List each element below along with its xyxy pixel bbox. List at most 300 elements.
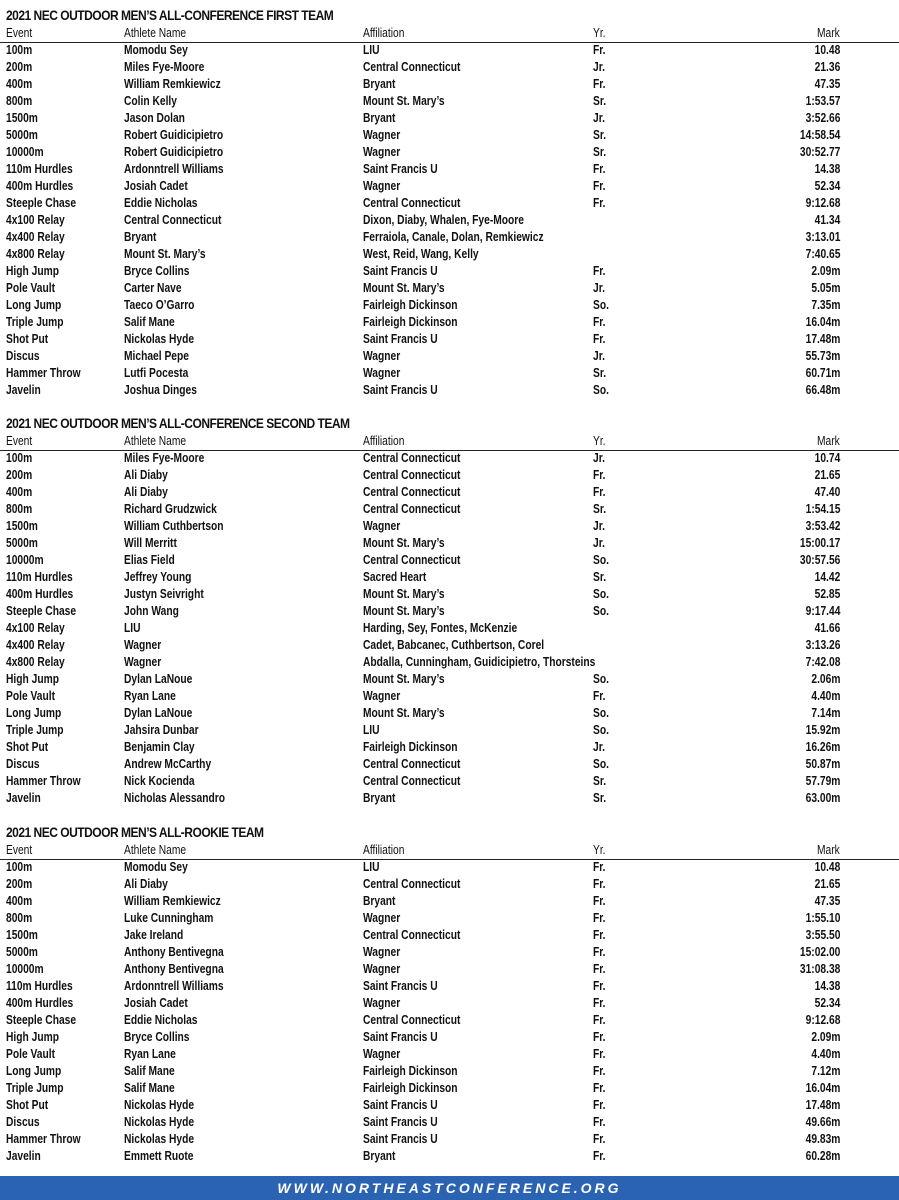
affiliation-cell: Central Connecticut <box>363 60 461 74</box>
event-cell: 400m Hurdles <box>6 996 74 1010</box>
athlete-name-cell: Elias Field <box>124 553 175 567</box>
table-row <box>0 1046 899 1063</box>
year-cell: Fr. <box>593 928 606 942</box>
event-cell: 4x400 Relay <box>6 638 65 652</box>
affiliation-cell: LIU <box>363 860 380 874</box>
column-header-athlete-name: Athlete Name <box>124 843 187 857</box>
table-row <box>0 110 899 127</box>
event-cell: 5000m <box>6 945 38 959</box>
athlete-name-cell: Jahsira Dunbar <box>124 723 199 737</box>
table-row <box>0 1097 899 1114</box>
table-row <box>0 161 899 178</box>
table-row <box>0 314 899 331</box>
event-cell: Shot Put <box>6 1098 49 1112</box>
event-cell: High Jump <box>6 1030 59 1044</box>
athlete-name-cell: Ryan Lane <box>124 689 176 703</box>
mark-cell: 30:52.77 <box>799 145 840 159</box>
affiliation-cell: Mount St. Mary’s <box>363 706 445 720</box>
mark-cell: 41.34 <box>814 213 840 227</box>
mark-cell: 14.42 <box>814 570 840 584</box>
year-cell: So. <box>593 723 609 737</box>
table-row <box>0 297 899 314</box>
event-cell: 1500m <box>6 111 38 125</box>
event-cell: 400m <box>6 77 33 91</box>
affiliation-cell: Bryant <box>363 111 396 125</box>
athlete-name-cell: Robert Guidicipietro <box>124 145 224 159</box>
year-cell: So. <box>593 553 609 567</box>
affiliation-cell: Mount St. Mary’s <box>363 536 445 550</box>
year-cell: Sr. <box>593 502 607 516</box>
table-row <box>0 450 899 467</box>
mark-cell: 10.48 <box>814 43 840 57</box>
year-cell: So. <box>593 672 609 686</box>
table-row <box>0 382 899 399</box>
mark-cell: 4.40m <box>810 689 840 703</box>
mark-cell: 49.83m <box>805 1132 840 1146</box>
event-cell: Hammer Throw <box>6 366 81 380</box>
mark-cell: 16.04m <box>805 315 840 329</box>
mark-cell: 2.09m <box>810 1030 840 1044</box>
year-cell: Fr. <box>593 43 606 57</box>
affiliation-cell: Central Connecticut <box>363 196 461 210</box>
footer-banner <box>0 1176 899 1200</box>
affiliation-cell: Wagner <box>363 128 401 142</box>
athlete-name-cell: Eddie Nicholas <box>124 1013 198 1027</box>
athlete-name-cell: John Wang <box>124 604 179 618</box>
mark-cell: 63.00m <box>805 791 840 805</box>
athlete-name-cell: Salif Mane <box>124 1081 175 1095</box>
affiliation-cell: Central Connecticut <box>363 485 461 499</box>
year-cell: So. <box>593 706 609 720</box>
event-cell: Long Jump <box>6 706 62 720</box>
year-cell: Sr. <box>593 94 607 108</box>
athlete-name-cell: Dylan LaNoue <box>124 672 193 686</box>
column-header-row <box>0 433 899 451</box>
year-cell: Fr. <box>593 1098 606 1112</box>
affiliation-cell: Bryant <box>363 894 396 908</box>
event-cell: 4x400 Relay <box>6 230 65 244</box>
table-row <box>0 365 899 382</box>
table-row <box>0 603 899 620</box>
affiliation-cell: Wagner <box>363 945 401 959</box>
table-row <box>0 484 899 501</box>
year-cell: Sr. <box>593 774 607 788</box>
mark-cell: 15:02.00 <box>799 945 840 959</box>
athlete-name-cell: Nickolas Hyde <box>124 1115 195 1129</box>
athlete-name-cell: Nick Kocienda <box>124 774 195 788</box>
year-cell: Jr. <box>593 451 605 465</box>
event-cell: Long Jump <box>6 1064 62 1078</box>
year-cell: Fr. <box>593 1030 606 1044</box>
event-cell: High Jump <box>6 672 59 686</box>
table-row <box>0 195 899 212</box>
athlete-name-cell: Ryan Lane <box>124 1047 176 1061</box>
year-cell: Fr. <box>593 1081 606 1095</box>
table-row <box>0 1114 899 1131</box>
table-row <box>0 978 899 995</box>
mark-cell: 2.09m <box>810 264 840 278</box>
affiliation-cell: Cadet, Babcanec, Cuthbertson, Corel <box>363 638 545 652</box>
mark-cell: 60.71m <box>805 366 840 380</box>
column-header-athlete-name: Athlete Name <box>124 26 187 40</box>
event-cell: Discus <box>6 757 40 771</box>
footer-url[interactable]: WWW.NORTHEASTCONFERENCE.ORG <box>277 1180 622 1196</box>
table-row <box>0 859 899 876</box>
event-cell: 10000m <box>6 145 44 159</box>
event-cell: 400m <box>6 485 33 499</box>
event-cell: 100m <box>6 451 33 465</box>
year-cell: Fr. <box>593 77 606 91</box>
year-cell: Fr. <box>593 1047 606 1061</box>
athlete-name-cell: Ardonntrell Williams <box>124 162 224 176</box>
year-cell: Sr. <box>593 570 607 584</box>
athlete-name-cell: Ali Diaby <box>124 877 168 891</box>
mark-cell: 7.12m <box>810 1064 840 1078</box>
mark-cell: 52.34 <box>814 996 840 1010</box>
affiliation-cell: LIU <box>363 723 380 737</box>
athlete-name-cell: Miles Fye-Moore <box>124 60 205 74</box>
event-cell: Shot Put <box>6 332 49 346</box>
mark-cell: 10.74 <box>814 451 840 465</box>
year-cell: Sr. <box>593 791 607 805</box>
athlete-name-cell: Anthony Bentivegna <box>124 945 224 959</box>
year-cell: Fr. <box>593 162 606 176</box>
mark-cell: 1:54.15 <box>805 502 840 516</box>
affiliation-cell: LIU <box>363 43 380 57</box>
year-cell: Fr. <box>593 196 606 210</box>
table-row <box>0 910 899 927</box>
athlete-name-cell: Richard Grudzwick <box>124 502 217 516</box>
athlete-name-cell: Colin Kelly <box>124 94 177 108</box>
table-row <box>0 961 899 978</box>
affiliation-cell: Wagner <box>363 179 401 193</box>
athlete-name-cell: Bryce Collins <box>124 1030 190 1044</box>
athlete-name-cell: Ardonntrell Williams <box>124 979 224 993</box>
affiliation-cell: Central Connecticut <box>363 468 461 482</box>
athlete-name-cell: Michael Pepe <box>124 349 189 363</box>
affiliation-cell: Central Connecticut <box>363 451 461 465</box>
affiliation-cell: Bryant <box>363 791 396 805</box>
table-row <box>0 246 899 263</box>
table-row <box>0 263 899 280</box>
event-cell: 100m <box>6 43 33 57</box>
event-cell: 4x800 Relay <box>6 247 65 261</box>
athlete-name-cell: Robert Guidicipietro <box>124 128 224 142</box>
event-cell: Pole Vault <box>6 281 55 295</box>
affiliation-cell: Central Connecticut <box>363 502 461 516</box>
year-cell: Fr. <box>593 945 606 959</box>
year-cell: Fr. <box>593 264 606 278</box>
table-row <box>0 876 899 893</box>
event-cell: 4x100 Relay <box>6 213 65 227</box>
affiliation-cell: Central Connecticut <box>363 877 461 891</box>
table-row <box>0 927 899 944</box>
column-header-row <box>0 842 899 860</box>
table-row <box>0 518 899 535</box>
year-cell: Fr. <box>593 1132 606 1146</box>
mark-cell: 49.66m <box>805 1115 840 1129</box>
athlete-name-cell: Momodu Sey <box>124 43 188 57</box>
athlete-name-cell: Wagner <box>124 638 162 652</box>
year-cell: Sr. <box>593 128 607 142</box>
column-header-event: Event <box>6 843 33 857</box>
affiliation-cell: Mount St. Mary’s <box>363 672 445 686</box>
affiliation-cell: Saint Francis U <box>363 383 438 397</box>
affiliation-cell: Central Connecticut <box>363 928 461 942</box>
event-cell: 200m <box>6 60 33 74</box>
athlete-name-cell: Josiah Cadet <box>124 179 188 193</box>
column-header-event: Event <box>6 434 33 448</box>
event-cell: 10000m <box>6 553 44 567</box>
year-cell: Fr. <box>593 860 606 874</box>
event-cell: Steeple Chase <box>6 1013 77 1027</box>
mark-cell: 14:58.54 <box>799 128 840 142</box>
mark-cell: 55.73m <box>805 349 840 363</box>
affiliation-cell: Saint Francis U <box>363 979 438 993</box>
table-row <box>0 59 899 76</box>
affiliation-cell: Wagner <box>363 911 401 925</box>
mark-cell: 52.34 <box>814 179 840 193</box>
affiliation-cell: Saint Francis U <box>363 1098 438 1112</box>
mark-cell: 14.38 <box>814 979 840 993</box>
table-row <box>0 535 899 552</box>
mark-cell: 7:40.65 <box>805 247 840 261</box>
year-cell: Fr. <box>593 979 606 993</box>
athlete-name-cell: Wagner <box>124 655 162 669</box>
athlete-name-cell: Salif Mane <box>124 315 175 329</box>
year-cell: So. <box>593 587 609 601</box>
column-header-year: Yr. <box>593 843 606 857</box>
affiliation-cell: Wagner <box>363 519 401 533</box>
event-cell: Hammer Throw <box>6 1132 81 1146</box>
table-row <box>0 501 899 518</box>
mark-cell: 7.14m <box>810 706 840 720</box>
year-cell: Jr. <box>593 349 605 363</box>
affiliation-cell: Saint Francis U <box>363 332 438 346</box>
athlete-name-cell: Nicholas Alessandro <box>124 791 226 805</box>
affiliation-cell: Mount St. Mary’s <box>363 587 445 601</box>
year-cell: Jr. <box>593 740 605 754</box>
table-row <box>0 620 899 637</box>
athlete-name-cell: Andrew McCarthy <box>124 757 212 771</box>
event-cell: Hammer Throw <box>6 774 81 788</box>
affiliation-cell: Fairleigh Dickinson <box>363 1064 458 1078</box>
athlete-name-cell: Anthony Bentivegna <box>124 962 224 976</box>
year-cell: Fr. <box>593 996 606 1010</box>
mark-cell: 1:53.57 <box>805 94 840 108</box>
affiliation-cell: Mount St. Mary’s <box>363 94 445 108</box>
event-cell: 200m <box>6 877 33 891</box>
athlete-name-cell: Eddie Nicholas <box>124 196 198 210</box>
affiliation-cell: Central Connecticut <box>363 1013 461 1027</box>
mark-cell: 9:12.68 <box>805 196 840 210</box>
event-cell: 4x800 Relay <box>6 655 65 669</box>
mark-cell: 3:53.42 <box>805 519 840 533</box>
athlete-name-cell: Dylan LaNoue <box>124 706 193 720</box>
mark-cell: 5.05m <box>810 281 840 295</box>
mark-cell: 16.04m <box>805 1081 840 1095</box>
athlete-name-cell: Salif Mane <box>124 1064 175 1078</box>
table-row <box>0 212 899 229</box>
year-cell: Jr. <box>593 281 605 295</box>
column-header-mark: Mark <box>817 434 840 448</box>
affiliation-cell: Bryant <box>363 1149 396 1163</box>
mark-cell: 17.48m <box>805 1098 840 1112</box>
mark-cell: 21.65 <box>814 877 840 891</box>
table-row <box>0 739 899 756</box>
table-row <box>0 944 899 961</box>
year-cell: Fr. <box>593 179 606 193</box>
table-row <box>0 586 899 603</box>
mark-cell: 7:42.08 <box>805 655 840 669</box>
table-row <box>0 127 899 144</box>
year-cell: Fr. <box>593 1149 606 1163</box>
year-cell: Fr. <box>593 894 606 908</box>
athlete-name-cell: William Cuthbertson <box>124 519 224 533</box>
section-title: 2021 NEC OUTDOOR MEN’S ALL-ROOKIE TEAM <box>6 824 264 840</box>
affiliation-cell: Saint Francis U <box>363 1030 438 1044</box>
athlete-name-cell: Central Connecticut <box>124 213 222 227</box>
table-row <box>0 773 899 790</box>
athlete-name-cell: Miles Fye-Moore <box>124 451 205 465</box>
event-cell: High Jump <box>6 264 59 278</box>
column-header-mark: Mark <box>817 843 840 857</box>
affiliation-cell: Wagner <box>363 996 401 1010</box>
table-row <box>0 756 899 773</box>
athlete-name-cell: Carter Nave <box>124 281 182 295</box>
athlete-name-cell: Will Merritt <box>124 536 177 550</box>
event-cell: 800m <box>6 94 33 108</box>
affiliation-cell: Fairleigh Dickinson <box>363 740 458 754</box>
event-cell: Shot Put <box>6 740 49 754</box>
mark-cell: 60.28m <box>805 1149 840 1163</box>
affiliation-cell: Sacred Heart <box>363 570 427 584</box>
year-cell: Sr. <box>593 145 607 159</box>
section-title: 2021 NEC OUTDOOR MEN’S ALL-CONFERENCE FIRST TEAM <box>6 7 334 23</box>
table-row <box>0 93 899 110</box>
athlete-name-cell: Justyn Seivright <box>124 587 204 601</box>
affiliation-cell: West, Reid, Wang, Kelly <box>363 247 479 261</box>
athlete-name-cell: Ali Diaby <box>124 468 168 482</box>
table-row <box>0 1012 899 1029</box>
column-header-affiliation: Affiliation <box>363 843 405 857</box>
affiliation-cell: Central Connecticut <box>363 553 461 567</box>
affiliation-cell: Abdalla, Cunningham, Guidicipietro, Thorsteins <box>363 655 596 669</box>
event-cell: Long Jump <box>6 298 62 312</box>
mark-cell: 52.85 <box>814 587 840 601</box>
table-row <box>0 229 899 246</box>
mark-cell: 7.35m <box>810 298 840 312</box>
year-cell: Fr. <box>593 1115 606 1129</box>
year-cell: Fr. <box>593 485 606 499</box>
table-row <box>0 178 899 195</box>
table-row <box>0 688 899 705</box>
event-cell: Discus <box>6 1115 40 1129</box>
athlete-name-cell: William Remkiewicz <box>124 77 221 91</box>
year-cell: Fr. <box>593 689 606 703</box>
mark-cell: 31:08.38 <box>799 962 840 976</box>
table-row <box>0 790 899 807</box>
event-cell: Pole Vault <box>6 1047 55 1061</box>
athlete-name-cell: Jake Ireland <box>124 928 184 942</box>
athlete-name-cell: Josiah Cadet <box>124 996 188 1010</box>
event-cell: 400m Hurdles <box>6 179 74 193</box>
event-cell: 1500m <box>6 928 38 942</box>
affiliation-cell: Fairleigh Dickinson <box>363 298 458 312</box>
affiliation-cell: Wagner <box>363 1047 401 1061</box>
year-cell: So. <box>593 604 609 618</box>
athlete-name-cell: Bryant <box>124 230 157 244</box>
event-cell: Steeple Chase <box>6 196 77 210</box>
event-cell: 200m <box>6 468 33 482</box>
event-cell: 400m <box>6 894 33 908</box>
event-cell: 110m Hurdles <box>6 979 73 993</box>
mark-cell: 14.38 <box>814 162 840 176</box>
year-cell: Fr. <box>593 962 606 976</box>
mark-cell: 16.26m <box>805 740 840 754</box>
athlete-name-cell: Bryce Collins <box>124 264 190 278</box>
column-header-event: Event <box>6 26 33 40</box>
mark-cell: 3:13.01 <box>805 230 840 244</box>
table-row <box>0 893 899 910</box>
athlete-name-cell: Taeco O’Garro <box>124 298 195 312</box>
table-row <box>0 348 899 365</box>
athlete-name-cell: LIU <box>124 621 141 635</box>
event-cell: 800m <box>6 911 33 925</box>
event-cell: 5000m <box>6 128 38 142</box>
event-cell: Javelin <box>6 383 41 397</box>
column-header-year: Yr. <box>593 26 606 40</box>
event-cell: 400m Hurdles <box>6 587 74 601</box>
column-header-affiliation: Affiliation <box>363 434 405 448</box>
mark-cell: 3:52.66 <box>805 111 840 125</box>
affiliation-cell: Dixon, Diaby, Whalen, Fye-Moore <box>363 213 524 227</box>
affiliation-cell: Mount St. Mary’s <box>363 604 445 618</box>
table-row <box>0 1029 899 1046</box>
mark-cell: 57.79m <box>805 774 840 788</box>
year-cell: So. <box>593 298 609 312</box>
affiliation-cell: Saint Francis U <box>363 162 438 176</box>
table-row <box>0 705 899 722</box>
mark-cell: 2.06m <box>810 672 840 686</box>
affiliation-cell: Ferraiola, Canale, Dolan, Remkiewicz <box>363 230 544 244</box>
athlete-name-cell: Nickolas Hyde <box>124 1132 195 1146</box>
year-cell: Fr. <box>593 468 606 482</box>
mark-cell: 47.35 <box>814 894 840 908</box>
athlete-name-cell: Jason Dolan <box>124 111 185 125</box>
mark-cell: 9:17.44 <box>805 604 840 618</box>
event-cell: 100m <box>6 860 33 874</box>
event-cell: 110m Hurdles <box>6 162 73 176</box>
athlete-name-cell: Ali Diaby <box>124 485 168 499</box>
mark-cell: 3:13.26 <box>805 638 840 652</box>
affiliation-cell: Wagner <box>363 689 401 703</box>
year-cell: Jr. <box>593 111 605 125</box>
table-row <box>0 722 899 739</box>
year-cell: Sr. <box>593 366 607 380</box>
mark-cell: 9:12.68 <box>805 1013 840 1027</box>
year-cell: Fr. <box>593 1013 606 1027</box>
mark-cell: 3:55.50 <box>805 928 840 942</box>
athlete-name-cell: Lutfi Pocesta <box>124 366 189 380</box>
table-row <box>0 1063 899 1080</box>
affiliation-cell: Harding, Sey, Fontes, McKenzie <box>363 621 518 635</box>
column-header-row <box>0 25 899 43</box>
table-row <box>0 1131 899 1148</box>
mark-cell: 10.48 <box>814 860 840 874</box>
column-header-athlete-name: Athlete Name <box>124 434 187 448</box>
year-cell: Fr. <box>593 911 606 925</box>
